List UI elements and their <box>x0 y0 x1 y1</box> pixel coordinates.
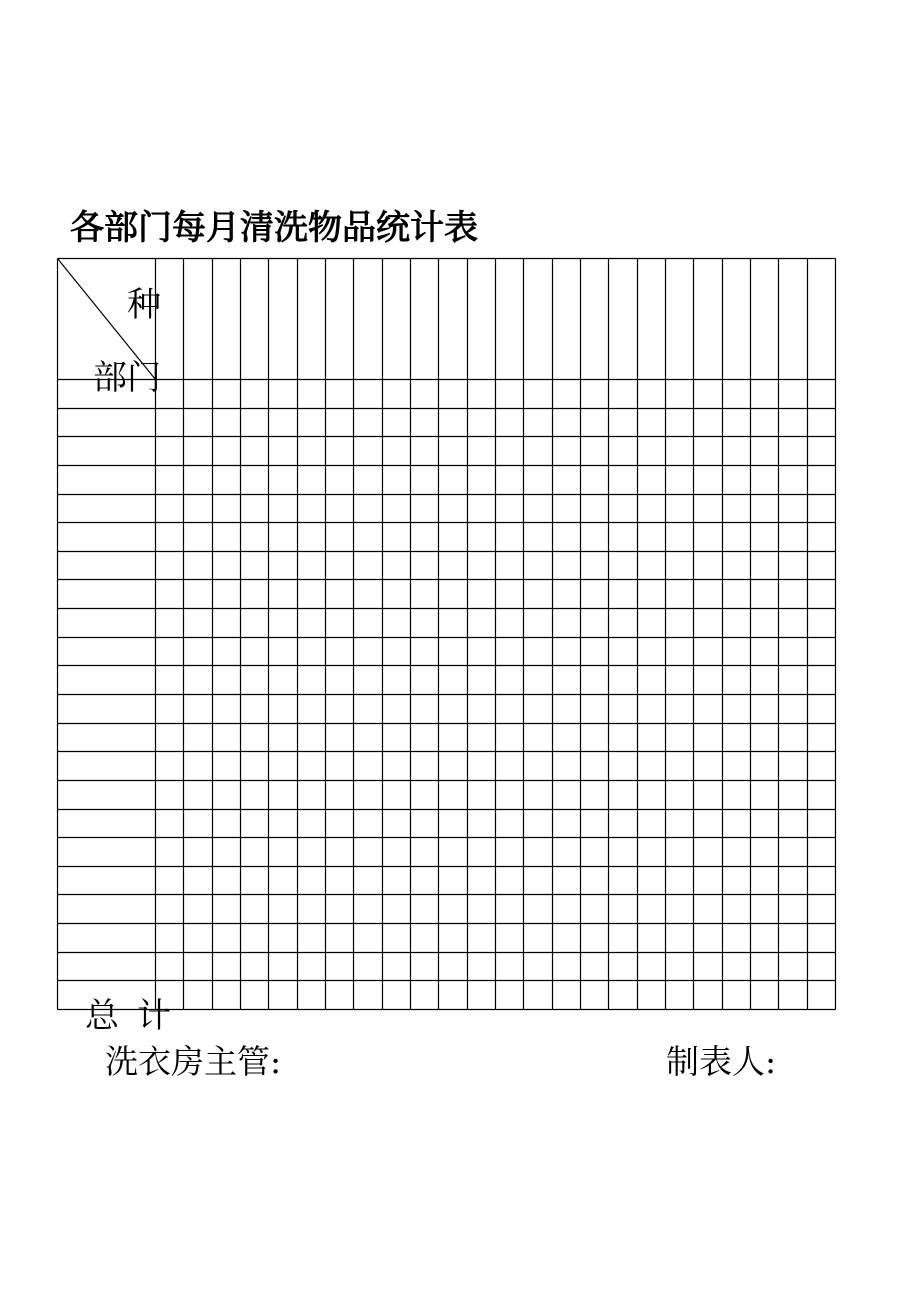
preparer-signature-label: 制表人: <box>666 1042 777 1081</box>
page-title: 各部门每月清洗物品统计表 <box>70 208 478 248</box>
total-row-label: 总计 <box>85 996 189 1036</box>
header-corner-item-label: 种 <box>127 285 161 325</box>
supervisor-signature-label: 洗衣房主管: <box>105 1042 282 1081</box>
table-grid <box>57 258 836 1010</box>
header-corner-dept-label: 部门 <box>93 358 161 398</box>
statistics-table <box>57 258 836 1036</box>
